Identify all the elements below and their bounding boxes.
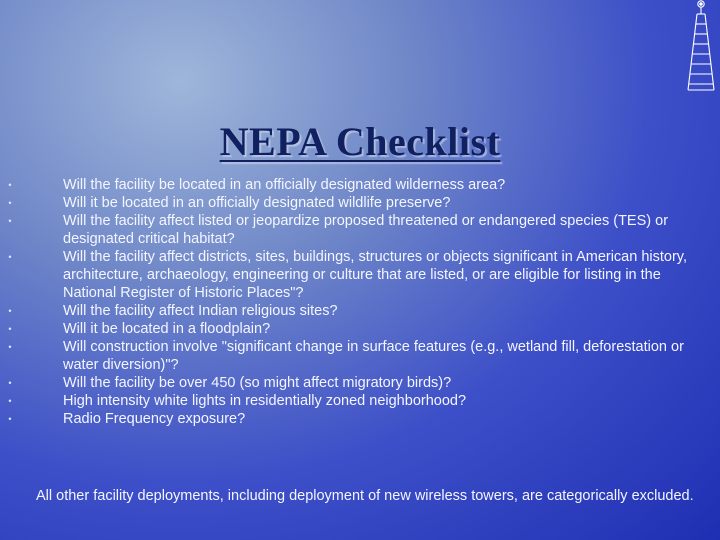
bullet-icon: • bbox=[8, 180, 12, 190]
list-item bbox=[0, 194, 720, 212]
list-item bbox=[0, 212, 720, 248]
list-item-text: Will the facility be located in an officially designated wilderness area? bbox=[63, 177, 506, 193]
list-item-text: Will the facility affect listed or jeopardize proposed threatened or endangered species (TES) or designated critical habitat? bbox=[63, 213, 669, 247]
bullet-icon: • bbox=[8, 414, 12, 424]
list-item bbox=[0, 374, 720, 392]
bullet-icon: • bbox=[8, 324, 12, 334]
list-item bbox=[0, 176, 720, 194]
bullet-icon: • bbox=[8, 342, 12, 352]
list-item bbox=[0, 410, 720, 428]
bullet-icon: • bbox=[8, 216, 12, 226]
list-item-text: Will the facility affect districts, sites, buildings, structures or objects significant in American history, architecture, archaeology, engineering or culture that are listed, or are eligible for listing in the National Register of Historic Places"? bbox=[63, 249, 688, 301]
list-item-text: Will construction involve "significant change in surface features (e.g., wetland fill, deforestation or water diversion)"? bbox=[63, 339, 684, 373]
checklist bbox=[0, 176, 720, 428]
list-item-text: Will it be located in an officially designated wildlife preserve? bbox=[63, 195, 451, 211]
list-item bbox=[0, 392, 720, 410]
bullet-icon: • bbox=[8, 378, 12, 388]
footer-note: All other facility deployments, including deployment of new wireless towers, are categorically excluded. bbox=[36, 488, 694, 504]
list-item bbox=[0, 302, 720, 320]
list-item-text: High intensity white lights in residentially zoned neighborhood? bbox=[63, 393, 467, 409]
list-item-text: Will the facility affect Indian religious sites? bbox=[63, 303, 338, 319]
bullet-icon: • bbox=[8, 198, 12, 208]
list-item-text: Will it be located in a floodplain? bbox=[63, 321, 271, 337]
list-item-text: Will the facility be over 450 (so might affect migratory birds)? bbox=[63, 375, 452, 391]
list-item bbox=[0, 320, 720, 338]
bullet-icon: • bbox=[8, 396, 12, 406]
list-item bbox=[0, 338, 720, 374]
slide-title: NEPA Checklist bbox=[219, 119, 501, 164]
list-item bbox=[0, 248, 720, 302]
bullet-icon: • bbox=[8, 252, 12, 262]
radio-tower-icon bbox=[686, 0, 716, 95]
list-item-text: Radio Frequency exposure? bbox=[63, 411, 246, 427]
bullet-icon: • bbox=[8, 306, 12, 316]
